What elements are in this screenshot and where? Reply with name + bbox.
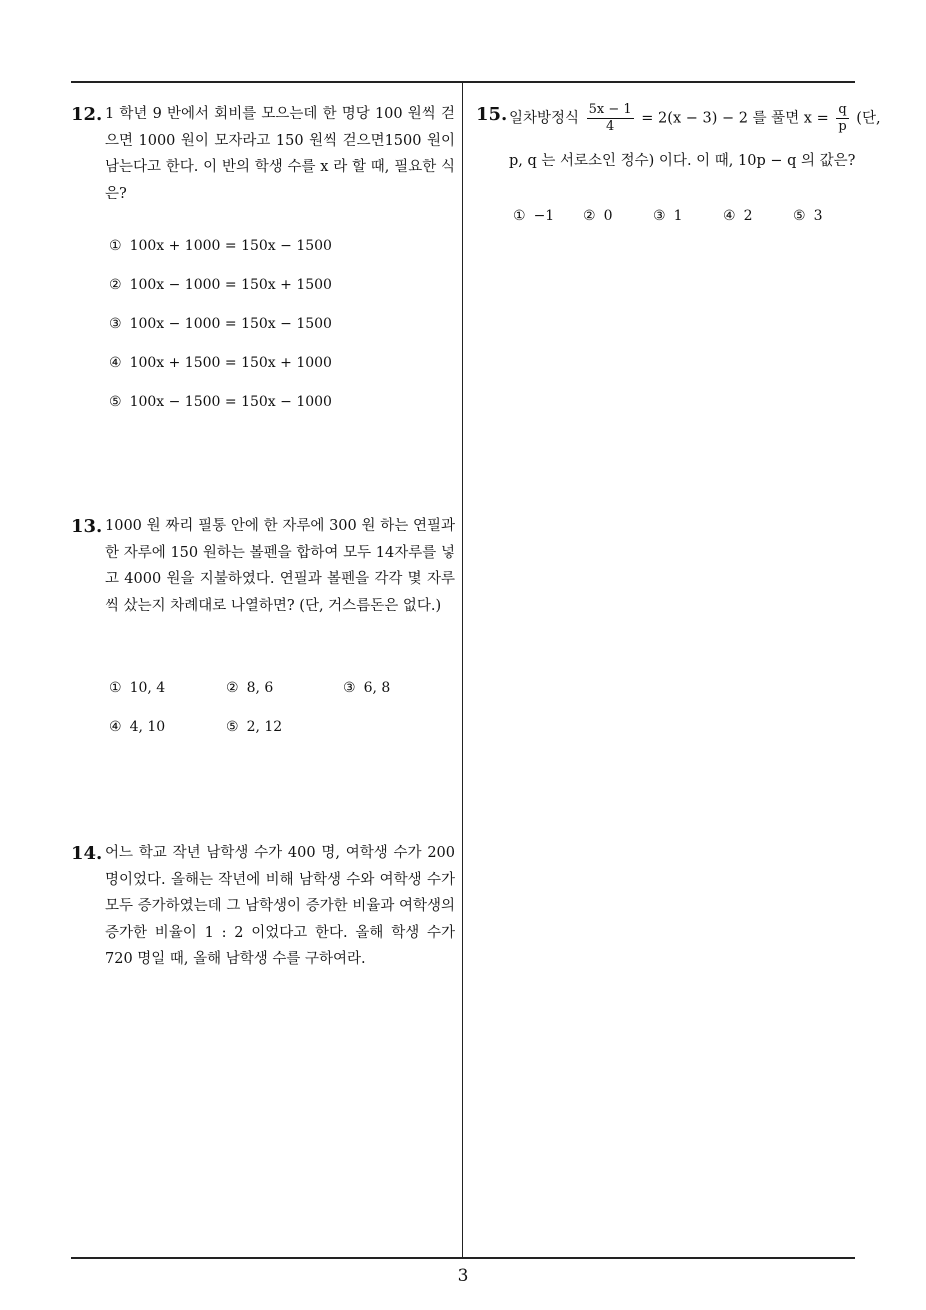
- question-14-text: 어느 학교 작년 남학생 수가 400 명, 여학생 수가 200 명이었다. 올해는 작년에 비해 남학생 수와 여학생 수가 모두 증가하였는데 그 남학생이 증가한 비율과 여학생의 증가한 비율이 1 : 2 이었다고 한다. 올해 학생 수가 720 명일 때, 올해 남학생 수를 구하여라.: [105, 845, 455, 967]
- question-12-text: 1 학년 9 반에서 회비를 모으는데 한 명당 100 원씩 걷으면 1000 원이 모자라고 150 원씩 걷으면1500 원이 남는다고 한다. 이 반의 학생 수를 x 라 할 때, 필요한 식은?: [105, 106, 455, 202]
- question-13-choice-5[interactable]: [226, 719, 282, 735]
- question-15-choice-1[interactable]: [513, 208, 554, 224]
- question-15-line-2: p, q 는 서로소인 정수) 이다. 이 때, 10p − q 의 값은?: [509, 153, 856, 169]
- choice-mark: ③: [343, 680, 356, 696]
- choice-mark: ③: [109, 316, 122, 332]
- fraction-numerator: q: [838, 102, 847, 117]
- choice-mark: ④: [723, 208, 736, 224]
- question-15-text-b: = 2(x − 3) − 2 를 풀면 x =: [641, 110, 829, 127]
- question-15-choice-3[interactable]: [653, 208, 682, 224]
- question-13-choice-1[interactable]: [109, 680, 165, 696]
- fraction-5x-1-over-4: [587, 102, 634, 135]
- question-12-number: 12.: [71, 104, 103, 125]
- question-15-text-c: (단,: [856, 110, 881, 127]
- choice-mark: ④: [109, 719, 122, 735]
- choice-mark: ④: [109, 355, 122, 371]
- bottom-rule: [71, 1257, 855, 1259]
- question-12-choice-2[interactable]: [109, 277, 332, 293]
- question-15-choice-4[interactable]: [723, 208, 752, 224]
- choice-mark: ①: [109, 238, 122, 254]
- choice-text: 6, 8: [363, 680, 391, 696]
- question-15-choice-2[interactable]: [583, 208, 612, 224]
- question-13-choice-4[interactable]: [109, 719, 165, 735]
- choice-text: 100x − 1000 = 150x − 1500: [129, 316, 332, 332]
- question-13-choice-3[interactable]: [343, 680, 390, 696]
- choice-mark: ①: [109, 680, 122, 696]
- question-14-number: 14.: [71, 843, 103, 864]
- choice-text: −1: [533, 208, 555, 224]
- choice-text: 8, 6: [246, 680, 274, 696]
- question-15-choice-5[interactable]: [793, 208, 822, 224]
- choice-text: 3: [813, 208, 823, 224]
- choice-mark: ②: [109, 277, 122, 293]
- question-12-choice-1[interactable]: [109, 238, 332, 254]
- choice-text: 100x − 1000 = 150x + 1500: [129, 277, 332, 293]
- choice-text: 4, 10: [129, 719, 166, 735]
- choice-mark: ③: [653, 208, 666, 224]
- question-12-choice-5[interactable]: [109, 394, 332, 410]
- page-number: 3: [457, 1266, 469, 1286]
- choice-mark: ②: [583, 208, 596, 224]
- choice-mark: ⑤: [109, 394, 122, 410]
- choice-text: 10, 4: [129, 680, 166, 696]
- choice-text: 100x − 1500 = 150x − 1000: [129, 394, 332, 410]
- question-15-text-a: 일차방정식: [509, 110, 580, 127]
- question-12-choice-3[interactable]: [109, 316, 332, 332]
- column-divider: [462, 83, 463, 1258]
- choice-text: 100x + 1500 = 150x + 1000: [129, 355, 332, 371]
- question-13-choice-2[interactable]: [226, 680, 273, 696]
- question-15-number: 15.: [476, 104, 508, 125]
- fraction-q-over-p: [836, 102, 848, 135]
- fraction-denominator: 4: [606, 119, 615, 134]
- question-15-line-1: [509, 102, 881, 135]
- question-13-number: 13.: [71, 516, 103, 537]
- choice-text: 100x + 1000 = 150x − 1500: [129, 238, 332, 254]
- choice-text: 2, 12: [246, 719, 283, 735]
- question-12-choice-4[interactable]: [109, 355, 332, 371]
- fraction-numerator: 5x − 1: [588, 102, 632, 117]
- fraction-denominator: p: [838, 119, 847, 134]
- choice-text: 0: [603, 208, 613, 224]
- question-13-text: 1000 원 짜리 필통 안에 한 자루에 300 원 하는 연필과 한 자루에 150 원하는 볼펜을 합하여 모두 14자루를 넣고 4000 원을 지불하였다. 연필과 볼펜을 각각 몇 자루씩 샀는지 차례대로 나열하면? (단, 거스름돈은 없다.): [105, 518, 455, 614]
- choice-mark: ②: [226, 680, 239, 696]
- choice-mark: ①: [513, 208, 526, 224]
- choice-mark: ⑤: [793, 208, 806, 224]
- choice-text: 1: [673, 208, 683, 224]
- choice-text: 2: [743, 208, 753, 224]
- top-rule: [71, 81, 855, 83]
- choice-mark: ⑤: [226, 719, 239, 735]
